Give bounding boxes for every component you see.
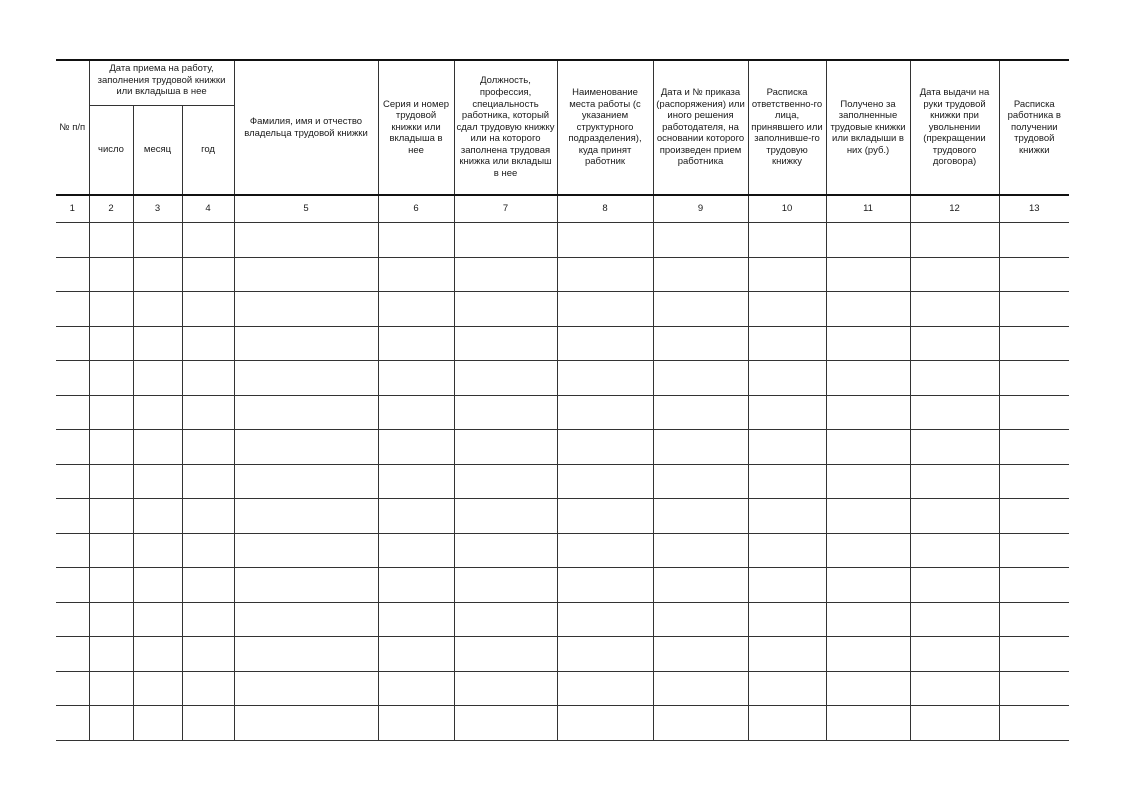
table-cell: [133, 464, 182, 499]
table-cell: [910, 326, 999, 361]
table-cell: [653, 326, 748, 361]
table-cell: [182, 499, 234, 534]
table-cell: [748, 533, 826, 568]
header-date-group: Дата приема на работу, заполнения трудовой книжки или вкладыша в нее: [89, 60, 234, 106]
table-cell: [56, 602, 89, 637]
table-cell: [557, 637, 653, 672]
column-number: 13: [999, 195, 1069, 223]
table-cell: [234, 257, 378, 292]
table-cell: [89, 223, 133, 258]
table-cell: [557, 533, 653, 568]
column-number: 10: [748, 195, 826, 223]
table-cell: [56, 361, 89, 396]
column-number: 11: [826, 195, 910, 223]
table-cell: [378, 430, 454, 465]
table-cell: [748, 602, 826, 637]
table-cell: [378, 499, 454, 534]
table-cell: [999, 464, 1069, 499]
table-cell: [999, 533, 1069, 568]
table-cell: [557, 499, 653, 534]
table-cell: [748, 223, 826, 258]
table-row: [56, 568, 1069, 603]
table-cell: [56, 257, 89, 292]
table-cell: [56, 223, 89, 258]
table-cell: [653, 223, 748, 258]
table-cell: [182, 671, 234, 706]
table-cell: [182, 464, 234, 499]
table-cell: [378, 326, 454, 361]
table-cell: [234, 326, 378, 361]
table-cell: [748, 257, 826, 292]
column-number: 6: [378, 195, 454, 223]
table-row: [56, 671, 1069, 706]
table-cell: [182, 602, 234, 637]
table-cell: [910, 706, 999, 741]
table-cell: [378, 395, 454, 430]
table-cell: [999, 223, 1069, 258]
table-cell: [182, 292, 234, 327]
table-cell: [234, 671, 378, 706]
header-month: месяц: [133, 106, 182, 196]
header-issue-date: Дата выдачи на руки трудовой книжки при увольнении (прекращении трудового договора): [910, 60, 999, 195]
table-cell: [454, 430, 557, 465]
table-cell: [748, 430, 826, 465]
table-cell: [182, 361, 234, 396]
table-cell: [378, 637, 454, 672]
table-cell: [999, 395, 1069, 430]
table-cell: [133, 292, 182, 327]
table-cell: [826, 464, 910, 499]
header-employee-signature: Расписка работника в получении трудовой книжки: [999, 60, 1069, 195]
column-number: 9: [653, 195, 748, 223]
header-payment: Получено за заполненные трудовые книжки или вкладыши в них (руб.): [826, 60, 910, 195]
table-cell: [910, 361, 999, 396]
table-row: [56, 706, 1069, 741]
table-cell: [378, 602, 454, 637]
table-cell: [454, 326, 557, 361]
table-cell: [557, 223, 653, 258]
table-cell: [378, 706, 454, 741]
table-cell: [133, 706, 182, 741]
table-cell: [234, 361, 378, 396]
table-cell: [999, 706, 1069, 741]
table-cell: [999, 430, 1069, 465]
column-number-row: [56, 195, 1069, 223]
table-cell: [56, 430, 89, 465]
table-cell: [748, 395, 826, 430]
table-cell: [56, 671, 89, 706]
table-cell: [454, 361, 557, 396]
table-cell: [826, 533, 910, 568]
table-row: [56, 395, 1069, 430]
table-cell: [234, 292, 378, 327]
header-full-name: Фамилия, имя и отчество владельца трудовой книжки: [234, 60, 378, 195]
table-cell: [89, 257, 133, 292]
table-cell: [89, 533, 133, 568]
table-cell: [454, 223, 557, 258]
table-cell: [910, 223, 999, 258]
table-cell: [653, 637, 748, 672]
table-cell: [557, 257, 653, 292]
work-book-register-table: [56, 59, 1069, 741]
table-cell: [999, 326, 1069, 361]
table-row: [56, 430, 1069, 465]
table-cell: [910, 671, 999, 706]
table-cell: [133, 637, 182, 672]
table-cell: [56, 533, 89, 568]
table-body: [56, 195, 1069, 740]
table-cell: [653, 361, 748, 396]
table-row: [56, 637, 1069, 672]
table-row: [56, 292, 1069, 327]
table-cell: [89, 361, 133, 396]
table-cell: [999, 637, 1069, 672]
table-cell: [826, 706, 910, 741]
table-cell: [454, 499, 557, 534]
table-cell: [454, 637, 557, 672]
table-cell: [89, 671, 133, 706]
header-workplace: Наименование места работы (с указанием структурного подразделения), куда принят работник: [557, 60, 653, 195]
table-cell: [557, 671, 653, 706]
table-cell: [378, 223, 454, 258]
table-row: [56, 602, 1069, 637]
table-cell: [89, 499, 133, 534]
table-cell: [557, 706, 653, 741]
table-cell: [182, 257, 234, 292]
table-cell: [826, 671, 910, 706]
table-cell: [378, 568, 454, 603]
table-cell: [133, 671, 182, 706]
table-cell: [999, 257, 1069, 292]
table-cell: [653, 602, 748, 637]
table-cell: [999, 361, 1069, 396]
table-cell: [89, 430, 133, 465]
table-cell: [133, 395, 182, 430]
table-cell: [557, 292, 653, 327]
table-cell: [653, 499, 748, 534]
table-cell: [234, 223, 378, 258]
table-cell: [378, 533, 454, 568]
table-cell: [234, 637, 378, 672]
table-cell: [826, 499, 910, 534]
table-cell: [653, 430, 748, 465]
table-cell: [133, 326, 182, 361]
table-cell: [182, 706, 234, 741]
table-cell: [182, 395, 234, 430]
table-cell: [56, 568, 89, 603]
table-cell: [748, 292, 826, 327]
table-cell: [910, 292, 999, 327]
table-cell: [133, 533, 182, 568]
table-cell: [826, 257, 910, 292]
table-cell: [454, 292, 557, 327]
table-cell: [910, 637, 999, 672]
table-row: [56, 464, 1069, 499]
table-cell: [910, 499, 999, 534]
table-cell: [748, 637, 826, 672]
table-cell: [182, 533, 234, 568]
table-cell: [910, 568, 999, 603]
table-cell: [133, 499, 182, 534]
table-cell: [378, 257, 454, 292]
table-cell: [653, 464, 748, 499]
table-cell: [748, 706, 826, 741]
table-cell: [234, 706, 378, 741]
column-number: 2: [89, 195, 133, 223]
table-cell: [999, 602, 1069, 637]
table-cell: [826, 292, 910, 327]
table-cell: [910, 533, 999, 568]
table-cell: [234, 395, 378, 430]
table-cell: [748, 671, 826, 706]
table-cell: [910, 257, 999, 292]
table-cell: [56, 706, 89, 741]
table-cell: [378, 292, 454, 327]
table-cell: [557, 430, 653, 465]
column-number: 7: [454, 195, 557, 223]
table-cell: [826, 637, 910, 672]
table-cell: [910, 395, 999, 430]
column-number: 4: [182, 195, 234, 223]
table-cell: [234, 430, 378, 465]
table-cell: [89, 637, 133, 672]
table-cell: [182, 223, 234, 258]
table-cell: [999, 499, 1069, 534]
table-cell: [826, 223, 910, 258]
table-cell: [378, 361, 454, 396]
table-cell: [89, 464, 133, 499]
table-row: [56, 257, 1069, 292]
table-cell: [748, 361, 826, 396]
table-cell: [378, 671, 454, 706]
table-cell: [999, 292, 1069, 327]
table-cell: [826, 326, 910, 361]
table-cell: [653, 706, 748, 741]
table-cell: [89, 602, 133, 637]
table-cell: [454, 602, 557, 637]
table-cell: [234, 533, 378, 568]
table-cell: [557, 361, 653, 396]
table-cell: [454, 671, 557, 706]
table-cell: [234, 499, 378, 534]
column-number: 8: [557, 195, 653, 223]
table-cell: [182, 430, 234, 465]
table-cell: [454, 395, 557, 430]
table-cell: [454, 257, 557, 292]
column-number: 1: [56, 195, 89, 223]
header-responsible-signature: Расписка ответственно-го лица, принявшего или заполнивше-го трудовую книжку: [748, 60, 826, 195]
column-number: 12: [910, 195, 999, 223]
table-cell: [653, 395, 748, 430]
table-cell: [748, 499, 826, 534]
header-series-number: Серия и номер трудовой книжки или вкладыша в нее: [378, 60, 454, 195]
table-cell: [454, 568, 557, 603]
header-order: Дата и № приказа (распоряжения) или иного решения работодателя, на основании которого произведен прием работника: [653, 60, 748, 195]
table-cell: [557, 464, 653, 499]
column-number: 3: [133, 195, 182, 223]
column-number: 5: [234, 195, 378, 223]
table-row: [56, 223, 1069, 258]
table-cell: [182, 568, 234, 603]
table-cell: [89, 326, 133, 361]
table-row: [56, 326, 1069, 361]
table-cell: [910, 430, 999, 465]
table-cell: [89, 395, 133, 430]
table-cell: [999, 671, 1069, 706]
table-cell: [910, 464, 999, 499]
table-cell: [378, 464, 454, 499]
table-cell: [653, 568, 748, 603]
table-cell: [133, 430, 182, 465]
table-cell: [56, 326, 89, 361]
table-cell: [133, 223, 182, 258]
table-row: [56, 499, 1069, 534]
table-cell: [653, 533, 748, 568]
table-cell: [653, 671, 748, 706]
table-cell: [234, 602, 378, 637]
table-cell: [653, 292, 748, 327]
table-cell: [999, 568, 1069, 603]
table-cell: [89, 706, 133, 741]
table-cell: [557, 602, 653, 637]
table-cell: [234, 568, 378, 603]
table-cell: [182, 637, 234, 672]
table-cell: [234, 464, 378, 499]
table-cell: [454, 706, 557, 741]
table-cell: [182, 326, 234, 361]
table-cell: [454, 533, 557, 568]
table-cell: [826, 430, 910, 465]
table-cell: [748, 464, 826, 499]
table-cell: [557, 326, 653, 361]
table-cell: [89, 292, 133, 327]
table-cell: [133, 257, 182, 292]
table-cell: [89, 568, 133, 603]
table-cell: [748, 568, 826, 603]
table-cell: [133, 568, 182, 603]
table-cell: [826, 395, 910, 430]
table-cell: [826, 568, 910, 603]
table-cell: [557, 395, 653, 430]
table-cell: [653, 257, 748, 292]
table-cell: [910, 602, 999, 637]
table-cell: [56, 395, 89, 430]
table-cell: [133, 361, 182, 396]
header-year: год: [182, 106, 234, 196]
table-cell: [56, 292, 89, 327]
table-cell: [56, 637, 89, 672]
table-cell: [133, 602, 182, 637]
header-row-number: № п/п: [56, 60, 89, 195]
table-row: [56, 361, 1069, 396]
table-cell: [826, 361, 910, 396]
header-position: Должность, профессия, специальность работника, который сдал трудовую книжку или на которого заполнена трудовая книжка или вкладыш в нее: [454, 60, 557, 195]
table-cell: [557, 568, 653, 603]
table-cell: [748, 326, 826, 361]
table-cell: [56, 464, 89, 499]
table-cell: [826, 602, 910, 637]
table-cell: [56, 499, 89, 534]
table-cell: [454, 464, 557, 499]
header-day: число: [89, 106, 133, 196]
table-row: [56, 533, 1069, 568]
